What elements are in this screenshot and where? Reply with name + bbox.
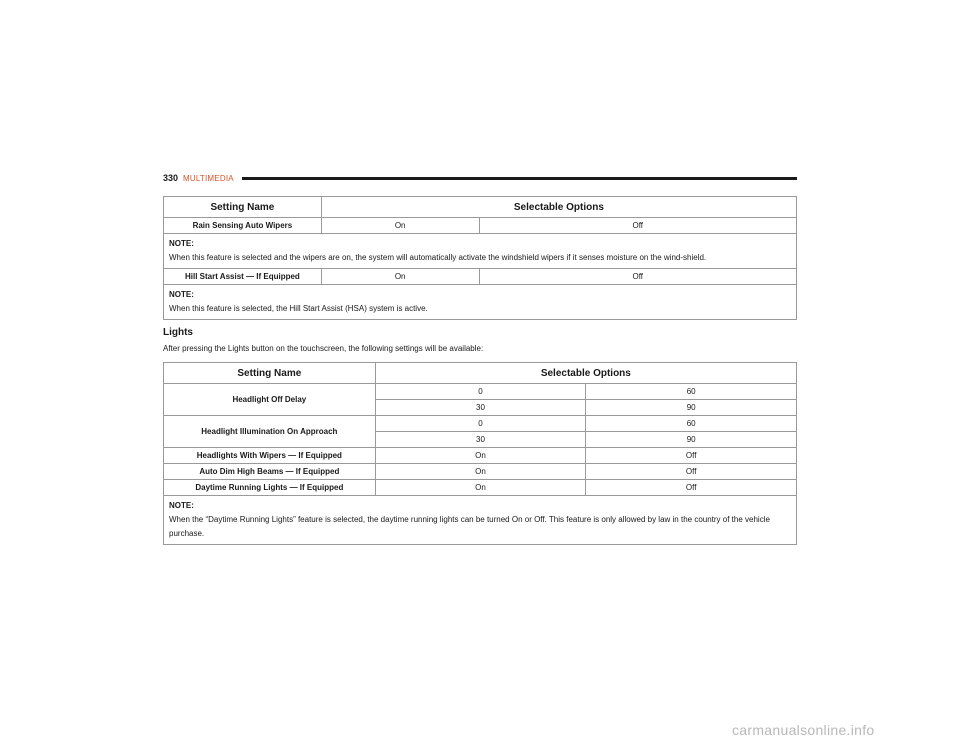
option-on: On [375,464,586,480]
setting-daytime-running-lights: Daytime Running Lights — If Equipped [164,480,376,496]
table-header-row [164,363,797,384]
note-row [164,285,797,320]
table-row [164,384,797,400]
lights-intro-text: After pressing the Lights button on the touchscreen, the following settings will be available: [163,344,484,353]
option-on: On [375,448,586,464]
header-setting-name: Setting Name [164,363,376,384]
note-cell [164,234,797,269]
header-selectable-options: Selectable Options [375,363,796,384]
header-selectable-options: Selectable Options [321,197,796,218]
wipers-settings-table [163,196,797,320]
note-label: NOTE: [169,501,194,510]
note-row [164,234,797,269]
table-row [164,464,797,480]
option-on: On [321,218,479,234]
option-value: 60 [586,384,797,400]
option-off: Off [479,218,796,234]
setting-headlight-illumination: Headlight Illumination On Approach [164,416,376,448]
option-value: 0 [375,384,586,400]
page-number: 330 [163,173,179,183]
table-row [164,416,797,432]
setting-rain-sensing: Rain Sensing Auto Wipers [164,218,322,234]
setting-auto-dim-high-beams: Auto Dim High Beams — If Equipped [164,464,376,480]
lights-settings-table [163,362,797,545]
option-on: On [375,480,586,496]
table-header-row [164,197,797,218]
option-off: Off [586,464,797,480]
note-text: When this feature is selected and the wipers are on, the system will automatically activate the windshield wipers if it senses moisture on the wind-shield. [169,253,707,262]
note-label: NOTE: [169,239,194,248]
option-value: 60 [586,416,797,432]
table-row [164,269,797,285]
section-title-lights: Lights [163,327,193,338]
option-value: 90 [586,432,797,448]
note-row [164,496,797,545]
option-value: 30 [375,400,586,416]
option-off: Off [586,448,797,464]
note-text: When the “Daytime Running Lights” feature is selected, the daytime running lights can be turned On or Off. This feature is only allowed by law in the country of the vehicle purchase. [169,515,770,538]
setting-headlights-with-wipers: Headlights With Wipers — If Equipped [164,448,376,464]
table-row [164,218,797,234]
note-cell [164,285,797,320]
note-label: NOTE: [169,290,194,299]
option-value: 30 [375,432,586,448]
setting-hill-start: Hill Start Assist — If Equipped [164,269,322,285]
option-value: 90 [586,400,797,416]
page-header [163,171,797,185]
table-row [164,480,797,496]
note-cell [164,496,797,545]
section-name: MULTIMEDIA [183,173,234,183]
header-rule [242,177,797,180]
header-setting-name: Setting Name [164,197,322,218]
option-off: Off [479,269,796,285]
note-text: When this feature is selected, the Hill Start Assist (HSA) system is active. [169,304,428,313]
watermark: carmanualsonline.info [732,722,875,738]
option-value: 0 [375,416,586,432]
option-on: On [321,269,479,285]
option-off: Off [586,480,797,496]
setting-headlight-off-delay: Headlight Off Delay [164,384,376,416]
table-row [164,448,797,464]
